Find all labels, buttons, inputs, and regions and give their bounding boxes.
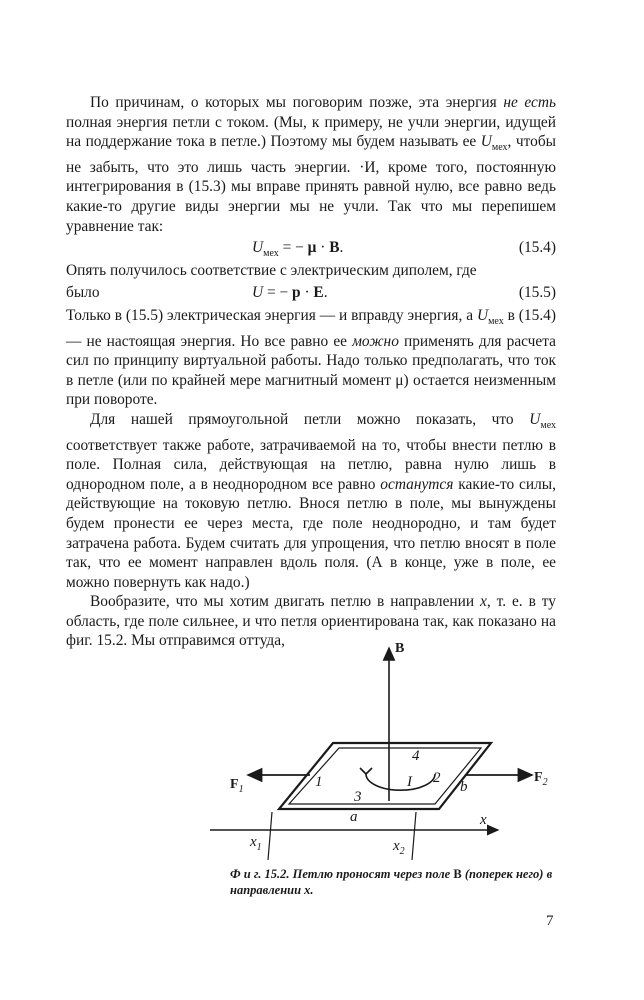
paragraph-1: По причинам, о которых мы поговорим позже, эта энергия не есть полная энергия петли с током. (Мы, к примеру, не учли энергии, идущей на поддержание тока в петле.) Поэтому мы будем называть ее $U_{мех}$, чтобы не забыть, что это лишь часть энергии. ·И, кроме того, постоянную интегрирования в (15.3) мы вправе принять равной нулю, все равно ведь какие-то другие виды энергии мы не учли. Так что мы перепишем уравнение так: (66, 94, 557, 235)
current-loop-outer (279, 743, 491, 809)
label-current-i: I (407, 774, 412, 790)
equation-15-4 (66, 237, 556, 259)
label-x-axis: x (480, 812, 487, 828)
guide-x2 (412, 812, 416, 860)
emphasis-ne-est: не есть (503, 94, 556, 111)
equation-15-4-formula: $U_{мех}$ = − μ · B. (252, 239, 344, 260)
equation-number-15-4: (15.4) (518, 239, 556, 257)
body-text (66, 93, 556, 651)
label-side-a: a (350, 809, 358, 825)
figure-caption: Ф и г. 15.2. Петлю проносят через поле B (поперек него) в направлении x. (230, 867, 553, 897)
paragraph-3: Только в (15.5) электрическая энергия — и вправду энергия, а $U_{мех}$ в (15.4) — не настоящая энергия. Но все равно ее можно применять для расчета сил по принципу виртуальной работы. Надо только предполагать, что ток в петле (или по крайней мере магнитный момент μ) остается неизменным при повороте. (66, 306, 556, 409)
equation-number-15-5: (15.5) (518, 283, 556, 301)
page-number: 7 (546, 913, 554, 929)
paragraph-2: Опять получилось соответствие с электрическим диполем, где (66, 262, 477, 280)
current-circulation-arc (366, 774, 435, 790)
emphasis-ostanutsya: останутся (380, 475, 454, 493)
circulation-arrowhead (360, 768, 372, 774)
equation-15-5 (66, 282, 556, 304)
label-side-2: 2 (433, 770, 441, 786)
label-side-3: 3 (354, 789, 362, 805)
label-side-b: b (460, 779, 468, 795)
equation-15-5-formula: U = − p · E. (252, 283, 328, 301)
label-side-1: 1 (315, 774, 323, 790)
paragraph-4: Для нашей прямоугольной петли можно показать, что $U_{мех}$ соответствует также работе, затрачиваемой на то, чтобы внести петлю в поле. Полная сила, действующая на петлю, равна нулю лишь в однородном поле, а в неоднородном все равно останутся какие-то силы, действующие на токовую петлю. Внося петлю в поле, мы вынуждены будем пронести ее через места, где поле неоднородно, и там будет затрачена работа. Будем считать для упрощения, что петлю вносят в поле так, что ее момент направлен вдоль поля. (А в конце, уже в поле, ее можно повернуть как надо.) (66, 410, 556, 591)
symbol-u-mex: U (480, 133, 492, 151)
emphasis-mozhno: можно (352, 332, 399, 350)
label-x1: $x_1$ (250, 834, 262, 853)
label-b: B (395, 641, 405, 656)
paragraph-5: Вообразите, что мы хотим двигать петлю в направлении x, т. е. в ту область, где поле сильнее, и что петля ориентирована так, как показано на фиг. 15.2. Мы отправимся оттуда, (66, 593, 556, 650)
label-x2: $x_2$ (393, 838, 405, 857)
label-side-4: 4 (412, 748, 420, 764)
equation-15-5-lead: было (66, 283, 100, 301)
label-f1: $F_1$ (230, 777, 244, 795)
label-f2: $F_2$ (534, 770, 548, 788)
figure-15-2 (190, 636, 560, 866)
guide-x1 (268, 812, 272, 860)
figure-15-2-diagram (190, 636, 560, 866)
